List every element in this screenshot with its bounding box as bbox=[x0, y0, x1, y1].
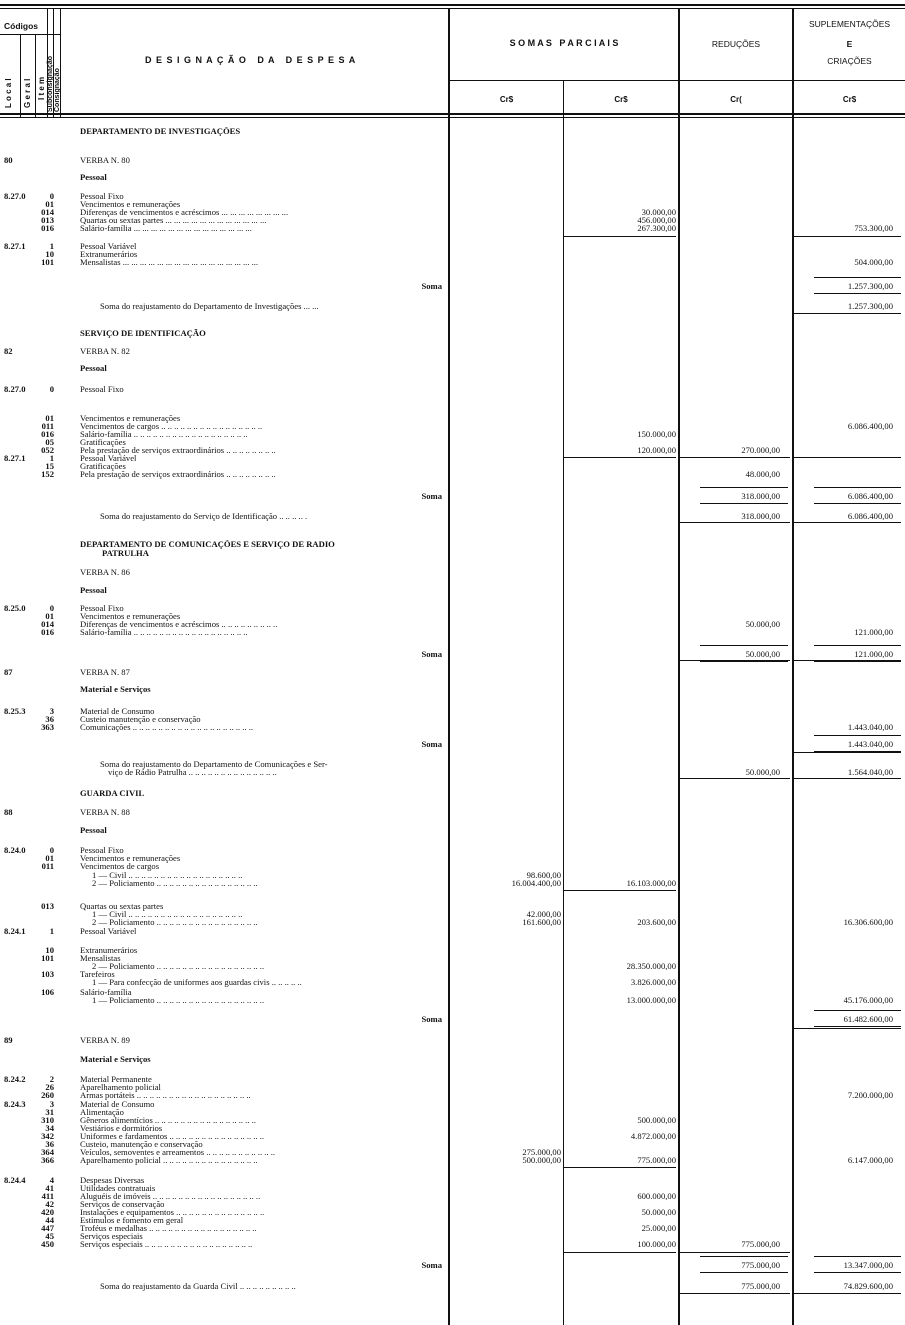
row-soma-label: Soma bbox=[421, 649, 442, 659]
row-code-item: 014 bbox=[41, 207, 54, 217]
sum-rule bbox=[700, 645, 788, 646]
sum-rule bbox=[814, 645, 901, 646]
value-red: 50.000,00 bbox=[745, 767, 780, 777]
sum-rule bbox=[814, 1026, 901, 1027]
row-description: 1 — Civil .. .. .. .. .. .. .. .. .. .. .. .. .. .. .. .. .. .. bbox=[92, 871, 243, 880]
header-bottom-rule-thin bbox=[0, 117, 905, 118]
sum-rule bbox=[564, 1252, 676, 1253]
row-code-local: 8.24.2 bbox=[4, 1075, 26, 1084]
row-code-item: 1 bbox=[49, 453, 54, 463]
sum-rule bbox=[680, 1252, 790, 1253]
row-code-local: 82 bbox=[4, 347, 13, 356]
row-soma-label: Soma bbox=[421, 281, 442, 291]
row-description: Material e Serviços bbox=[80, 1055, 151, 1064]
row-description: DEPARTAMENTO DE COMUNICAÇÕES E SERVIÇO DE RADIO bbox=[80, 540, 335, 549]
row-description: Salário-família ... ... ... ... ... ... ... ... ... ... ... ... ... ... bbox=[80, 224, 252, 233]
row-code-item: 014 bbox=[41, 619, 54, 629]
row-description: Vencimentos e remunerações bbox=[80, 854, 181, 863]
value-red: 50.000,00 bbox=[745, 619, 780, 629]
row-code-item: 0 bbox=[49, 191, 54, 201]
col-divider-reducoes bbox=[678, 8, 680, 1325]
row-description: Salário-família .. .. .. .. .. .. .. .. .. .. .. .. .. .. .. .. .. .. bbox=[80, 430, 248, 439]
sum-rule bbox=[814, 735, 901, 736]
row-description: Vencimentos de cargos .. .. .. .. .. .. .. .. .. .. .. .. .. .. .. .. bbox=[80, 422, 263, 431]
row-code-item: 450 bbox=[41, 1239, 54, 1249]
row-description: Pessoal Fixo bbox=[80, 604, 124, 613]
code-col-consignacao: Consignação bbox=[54, 68, 61, 112]
row-code-item: 36 bbox=[45, 1139, 54, 1149]
code-col-geral: G e r a l bbox=[23, 78, 32, 108]
row-description: Vencimentos de cargos bbox=[80, 862, 160, 871]
row-code-item: 013 bbox=[41, 901, 54, 911]
criacoes-header: CRIAÇÕES bbox=[827, 56, 872, 66]
row-description: Comunicações .. .. .. .. .. .. .. .. .. .. .. .. .. .. .. .. .. .. .. bbox=[80, 723, 254, 732]
row-code-item: 366 bbox=[41, 1155, 54, 1165]
sum-rule bbox=[814, 1010, 901, 1011]
row-description: VERBA N. 80 bbox=[80, 156, 130, 165]
value-sup: 753.300,00 bbox=[854, 223, 893, 233]
value-sup: 121.000,00 bbox=[854, 627, 893, 637]
designacao-header: D E S I G N A Ç Ã O D A D E S P E S A bbox=[145, 55, 357, 65]
row-description: Tarefeiros bbox=[80, 970, 115, 979]
sum-rule bbox=[680, 522, 790, 523]
sum-rule bbox=[794, 313, 901, 314]
row-code-item: 411 bbox=[41, 1191, 54, 1201]
row-description: Aluguéis de imóveis .. .. .. .. .. .. .. .. .. .. .. .. .. .. .. .. .. bbox=[80, 1192, 261, 1201]
row-description: Extranumerários bbox=[80, 250, 138, 259]
sum-rule bbox=[700, 661, 788, 662]
value-p2: 3.826.000,00 bbox=[630, 977, 676, 987]
row-code-local: 80 bbox=[4, 156, 13, 165]
sum-rule bbox=[794, 660, 901, 661]
row-code-local: 8.27.0 bbox=[4, 385, 26, 394]
row-description: Estímulos e fomento em geral bbox=[80, 1216, 184, 1225]
row-description: Uniformes e fardamentos .. .. .. .. .. .. .. .. .. .. .. .. .. .. .. bbox=[80, 1132, 265, 1141]
row-description: Quartas ou sextas partes ... ... ... ... ... ... ... ... ... ... ... ... bbox=[80, 216, 267, 225]
row-description: VERBA N. 86 bbox=[80, 568, 130, 577]
col-divider-suplem bbox=[792, 8, 794, 1325]
row-code-item: 3 bbox=[49, 1099, 54, 1109]
e-header: E bbox=[846, 39, 853, 49]
row-soma-label: Soma bbox=[421, 1260, 442, 1270]
row-description: Veículos, semoventes e arreamentos .. .. .. .. .. .. .. .. .. .. .. bbox=[80, 1148, 275, 1157]
value-p2: 28.350.000,00 bbox=[626, 961, 676, 971]
row-code-local: 8.24.1 bbox=[4, 927, 26, 936]
sum-rule bbox=[814, 1256, 901, 1257]
row-description: viço de Rádio Patrulha .. .. .. .. .. .. .. .. .. .. .. .. .. .. bbox=[108, 768, 277, 777]
value-sup: 6.086.400,00 bbox=[847, 421, 893, 431]
row-code-item: 342 bbox=[41, 1131, 54, 1141]
row-description: Material e Serviços bbox=[80, 685, 151, 694]
row-description: Serviços de conservação bbox=[80, 1200, 165, 1209]
row-description: Pessoal Variável bbox=[80, 242, 137, 251]
value-p2: 100.000,00 bbox=[637, 1239, 676, 1249]
row-description: Pela prestação de serviços extraordinários .. .. .. .. .. .. .. .. bbox=[80, 470, 276, 479]
suplementacoes-header: SUPLEMENTAÇÕES bbox=[808, 19, 891, 29]
value-sup: 74.829.600,00 bbox=[843, 1281, 893, 1291]
row-code-item: 016 bbox=[41, 627, 54, 637]
row-description: Pessoal bbox=[80, 173, 107, 182]
sum-rule bbox=[794, 457, 901, 458]
codigos-label: Códigos bbox=[4, 21, 38, 31]
row-code-local: 8.24.0 bbox=[4, 846, 26, 855]
row-description: 2 — Policiamento .. .. .. .. .. .. .. .. .. .. .. .. .. .. .. .. .. bbox=[92, 962, 265, 971]
row-description: 1 — Civil .. .. .. .. .. .. .. .. .. .. .. .. .. .. .. .. .. .. bbox=[92, 910, 243, 919]
row-description: Soma do reajustamento do Departamento de Investigações ... ... bbox=[100, 302, 319, 311]
row-code-item: 011 bbox=[41, 861, 54, 871]
row-description: Vencimentos e remunerações bbox=[80, 414, 181, 423]
row-description: Vencimentos e remunerações bbox=[80, 200, 181, 209]
row-code-item: 101 bbox=[41, 257, 54, 267]
row-code-item: 052 bbox=[41, 445, 54, 455]
row-description: Pessoal Fixo bbox=[80, 192, 124, 201]
row-code-item: 05 bbox=[45, 437, 54, 447]
row-description: 2 — Policiamento .. .. .. .. .. .. .. .. .. .. .. .. .. .. .. .. bbox=[92, 918, 258, 927]
row-description: Gêneros alimentícios .. .. .. .. .. .. .. .. .. .. .. .. .. .. .. .. bbox=[80, 1116, 256, 1125]
row-code-item: 310 bbox=[41, 1115, 54, 1125]
sum-rule bbox=[794, 522, 901, 523]
value-p2: 600.000,00 bbox=[637, 1191, 676, 1201]
row-description: Diferenças de vencimentos e acréscimos ... ... ... ... ... ... ... ... bbox=[80, 208, 289, 217]
row-description: VERBA N. 82 bbox=[80, 347, 130, 356]
row-description: Pessoal Variável bbox=[80, 927, 137, 936]
row-code-item: 3 bbox=[49, 706, 54, 716]
row-code-item: 01 bbox=[45, 853, 54, 863]
value-red: 775.000,00 bbox=[741, 1260, 780, 1270]
row-code-item: 15 bbox=[45, 461, 54, 471]
row-description: Aparelhamento policial bbox=[80, 1083, 161, 1092]
sum-rule bbox=[814, 503, 901, 504]
sum-rule bbox=[814, 277, 901, 278]
value-sup: 6.086.400,00 bbox=[847, 491, 893, 501]
value-sup: 121.000,00 bbox=[854, 649, 893, 659]
row-description: VERBA N. 88 bbox=[80, 808, 130, 817]
value-p2: 50.000,00 bbox=[641, 1207, 676, 1217]
row-code-item: 0 bbox=[49, 384, 54, 394]
row-code-item: 016 bbox=[41, 429, 54, 439]
row-code-item: 01 bbox=[45, 199, 54, 209]
row-description: Soma do reajustamento da Guarda Civil .. .. .. .. .. .. .. .. .. bbox=[100, 1282, 296, 1291]
row-code-item: 42 bbox=[45, 1199, 54, 1209]
somas-parciais-header: S O M A S P A R C I A I S bbox=[509, 38, 619, 48]
value-p2: 30.000,00 bbox=[641, 207, 676, 217]
row-description: Vestiários e dormitórios bbox=[80, 1124, 163, 1133]
value-p1: 500.000,00 bbox=[522, 1155, 561, 1165]
row-code-local: 8.24.4 bbox=[4, 1176, 26, 1185]
value-p2: 456.000,00 bbox=[637, 215, 676, 225]
row-code-local: 8.27.1 bbox=[4, 454, 26, 463]
sum-rule bbox=[680, 778, 790, 779]
col-divider-code1 bbox=[20, 34, 21, 118]
row-code-item: 106 bbox=[41, 987, 54, 997]
row-description: Instalações e equipamentos .. .. .. .. .. .. .. .. .. .. .. .. .. .. bbox=[80, 1208, 265, 1217]
sum-rule bbox=[564, 457, 676, 458]
value-red: 48.000,00 bbox=[745, 469, 780, 479]
value-p1: 275.000,00 bbox=[522, 1147, 561, 1157]
value-sup: 6.086.400,00 bbox=[847, 511, 893, 521]
value-p1: 98.600,00 bbox=[526, 870, 561, 880]
value-p2: 500.000,00 bbox=[637, 1115, 676, 1125]
sum-rule bbox=[794, 752, 901, 753]
value-p2: 4.872.000,00 bbox=[630, 1131, 676, 1141]
sum-rule bbox=[700, 1256, 788, 1257]
row-description: Custeio manutenção e conservação bbox=[80, 715, 201, 724]
row-code-item: 011 bbox=[41, 421, 54, 431]
value-p1: 161.600,00 bbox=[522, 917, 561, 927]
currency-red: Cr( bbox=[730, 95, 742, 104]
row-soma-label: Soma bbox=[421, 491, 442, 501]
row-description: 1 — Policiamento .. .. .. .. .. .. .. .. .. .. .. .. .. .. .. .. .. bbox=[92, 996, 265, 1005]
value-sup: 1.564.040,00 bbox=[847, 767, 893, 777]
row-code-item: 152 bbox=[41, 469, 54, 479]
row-code-item: 363 bbox=[41, 722, 54, 732]
code-col-subconsignacao: Subconsignação bbox=[47, 55, 54, 112]
row-code-item: 447 bbox=[41, 1223, 54, 1233]
row-soma-label: Soma bbox=[421, 1014, 442, 1024]
sum-rule bbox=[700, 503, 788, 504]
sum-rule bbox=[814, 1272, 901, 1273]
row-description: DEPARTAMENTO DE INVESTIGAÇÕES bbox=[80, 127, 241, 136]
row-description: PATRULHA bbox=[102, 549, 149, 558]
currency-p1: Cr$ bbox=[499, 95, 514, 104]
row-description: 2 — Policiamento .. .. .. .. .. .. .. .. .. .. .. .. .. .. .. .. bbox=[92, 879, 258, 888]
value-sup: 1.257.300,00 bbox=[847, 281, 893, 291]
header-bottom-rule bbox=[0, 113, 905, 115]
code-col-local: L o c a l bbox=[4, 78, 13, 108]
row-code-local: 8.25.3 bbox=[4, 707, 26, 716]
value-sup: 16.306.600,00 bbox=[843, 917, 893, 927]
sum-rule bbox=[680, 660, 790, 661]
row-description: Alimentação bbox=[80, 1108, 124, 1117]
row-code-item: 420 bbox=[41, 1207, 54, 1217]
row-description: SERVIÇO DE IDENTIFICAÇÃO bbox=[80, 329, 206, 338]
row-code-local: 89 bbox=[4, 1036, 13, 1045]
value-red: 318.000,00 bbox=[741, 511, 780, 521]
row-description: Salário-família .. .. .. .. .. .. .. .. .. .. .. .. .. .. .. .. .. .. bbox=[80, 628, 248, 637]
row-description: Troféus e medalhas .. .. .. .. .. .. .. .. .. .. .. .. .. .. .. .. .. bbox=[80, 1224, 257, 1233]
row-code-local: 88 bbox=[4, 808, 13, 817]
row-code-item: 364 bbox=[41, 1147, 54, 1157]
sum-rule bbox=[700, 1272, 788, 1273]
value-red: 775.000,00 bbox=[741, 1239, 780, 1249]
value-sup: 6.147.000,00 bbox=[847, 1155, 893, 1165]
value-p2: 775.000,00 bbox=[637, 1155, 676, 1165]
row-description: Soma do reajustamento do Serviço de Identificação .. .. .. .. . bbox=[100, 512, 308, 521]
row-code-item: 45 bbox=[45, 1231, 54, 1241]
value-p2: 150.000,00 bbox=[637, 429, 676, 439]
value-red: 270.000,00 bbox=[741, 445, 780, 455]
row-code-item: 44 bbox=[45, 1215, 54, 1225]
sum-rule bbox=[680, 1293, 790, 1294]
row-code-item: 10 bbox=[45, 249, 54, 259]
row-description: 1 — Para confecção de uniformes aos guardas civis .. .. .. .. .. bbox=[92, 978, 302, 987]
row-code-item: 10 bbox=[45, 945, 54, 955]
row-code-item: 41 bbox=[45, 1183, 54, 1193]
value-sup: 7.200.000,00 bbox=[847, 1090, 893, 1100]
value-p2: 16.103.000,00 bbox=[626, 878, 676, 888]
row-description: Soma do reajustamento do Departamento de Comunicações e Ser- bbox=[100, 760, 328, 769]
col-divider-code2 bbox=[35, 34, 36, 118]
value-sup: 45.176.000,00 bbox=[843, 995, 893, 1005]
currency-sup: Cr$ bbox=[842, 95, 857, 104]
row-description: Pessoal bbox=[80, 826, 107, 835]
col-divider-desc bbox=[448, 8, 450, 1325]
row-description: VERBA N. 89 bbox=[80, 1036, 130, 1045]
row-description: Vencimentos e remunerações bbox=[80, 612, 181, 621]
value-p1: 42.000,00 bbox=[526, 909, 561, 919]
row-code-item: 1 bbox=[49, 926, 54, 936]
row-description: Pessoal bbox=[80, 586, 107, 595]
sum-rule bbox=[794, 1293, 901, 1294]
top-rule-thin bbox=[0, 8, 905, 9]
row-code-item: 26 bbox=[45, 1082, 54, 1092]
row-description: Armas portáteis .. .. .. .. .. .. .. .. .. .. .. .. .. .. .. .. .. .. bbox=[80, 1091, 251, 1100]
sum-rule bbox=[564, 1167, 676, 1168]
value-red: 775.000,00 bbox=[741, 1281, 780, 1291]
value-p2: 25.000,00 bbox=[641, 1223, 676, 1233]
row-code-local: 8.27.0 bbox=[4, 192, 26, 201]
row-description: Pessoal Fixo bbox=[80, 385, 124, 394]
row-code-item: 101 bbox=[41, 953, 54, 963]
row-description: Pessoal Fixo bbox=[80, 846, 124, 855]
value-p2: 203.600,00 bbox=[637, 917, 676, 927]
value-sup: 1.443.040,00 bbox=[847, 722, 893, 732]
value-p1: 16.004.400,00 bbox=[511, 878, 561, 888]
sum-rule bbox=[794, 236, 901, 237]
row-code-local: 8.27.1 bbox=[4, 242, 26, 251]
row-description: Despesas Diversas bbox=[80, 1176, 145, 1185]
value-p2: 13.000.000,00 bbox=[626, 995, 676, 1005]
row-description: Custeio, manutenção e conservação bbox=[80, 1140, 203, 1149]
row-description: Extranumerários bbox=[80, 946, 138, 955]
row-description: Gratificações bbox=[80, 462, 126, 471]
row-code-item: 013 bbox=[41, 215, 54, 225]
row-code-item: 01 bbox=[45, 611, 54, 621]
row-code-local: 8.24.3 bbox=[4, 1100, 26, 1109]
value-p2: 267.300,00 bbox=[637, 223, 676, 233]
row-description: Pessoal bbox=[80, 364, 107, 373]
value-sup: 504.000,00 bbox=[854, 257, 893, 267]
row-code-item: 0 bbox=[49, 603, 54, 613]
row-description: Material de Consumo bbox=[80, 707, 155, 716]
row-description: Utilidades contratuais bbox=[80, 1184, 156, 1193]
subheader-rule bbox=[448, 80, 905, 81]
value-sup: 61.482.600,00 bbox=[843, 1014, 893, 1024]
row-code-item: 2 bbox=[49, 1074, 54, 1084]
row-code-item: 0 bbox=[49, 845, 54, 855]
row-description: Material de Consumo bbox=[80, 1100, 155, 1109]
sum-rule bbox=[814, 661, 901, 662]
row-code-item: 260 bbox=[41, 1090, 54, 1100]
row-description: Serviços especiais .. .. .. .. .. .. .. .. .. .. .. .. .. .. .. .. .. bbox=[80, 1240, 253, 1249]
row-code-local: 87 bbox=[4, 668, 13, 677]
row-description: Quartas ou sextas partes bbox=[80, 902, 164, 911]
sum-rule bbox=[814, 487, 901, 488]
value-red: 50.000,00 bbox=[745, 649, 780, 659]
row-code-local: 8.25.0 bbox=[4, 604, 26, 613]
row-code-item: 36 bbox=[45, 714, 54, 724]
row-code-item: 34 bbox=[45, 1123, 54, 1133]
sum-rule bbox=[564, 236, 676, 237]
row-code-item: 31 bbox=[45, 1107, 54, 1117]
row-code-item: 1 bbox=[49, 241, 54, 251]
row-description: VERBA N. 87 bbox=[80, 668, 130, 677]
row-code-item: 01 bbox=[45, 413, 54, 423]
value-sup: 13.347.000,00 bbox=[843, 1260, 893, 1270]
row-description: Aparelhamento policial .. .. .. .. .. .. .. .. .. .. .. .. .. .. .. bbox=[80, 1156, 258, 1165]
sum-rule bbox=[794, 1028, 901, 1029]
row-code-item: 016 bbox=[41, 223, 54, 233]
value-sup: 1.257.300,00 bbox=[847, 301, 893, 311]
codes-rule bbox=[0, 34, 60, 35]
currency-p2: Cr$ bbox=[614, 95, 628, 104]
reducoes-header: REDUÇÕES bbox=[711, 39, 761, 49]
row-description: Gratificações bbox=[80, 438, 126, 447]
sum-rule bbox=[564, 890, 676, 891]
value-sup: 1.443.040,00 bbox=[847, 739, 893, 749]
row-description: Diferenças de vencimentos e acréscimos .. .. .. .. .. .. .. .. .. bbox=[80, 620, 278, 629]
row-description: GUARDA CIVIL bbox=[80, 789, 145, 798]
row-description: Mensalistas bbox=[80, 954, 121, 963]
row-description: Pessoal Variável bbox=[80, 454, 137, 463]
sum-rule bbox=[814, 293, 901, 294]
code-col-item: I t e m bbox=[37, 76, 46, 100]
row-description: Pela prestação de serviços extraordinários .. .. .. .. .. .. .. .. bbox=[80, 446, 276, 455]
row-description: Material Permanente bbox=[80, 1075, 152, 1084]
row-description: Serviços especiais bbox=[80, 1232, 143, 1241]
sum-rule bbox=[700, 487, 788, 488]
value-p2: 120.000,00 bbox=[637, 445, 676, 455]
row-code-item: 4 bbox=[49, 1175, 54, 1185]
row-soma-label: Soma bbox=[421, 739, 442, 749]
top-rule bbox=[0, 4, 905, 6]
sum-rule bbox=[680, 457, 790, 458]
value-red: 318.000,00 bbox=[741, 491, 780, 501]
sum-rule bbox=[794, 778, 901, 779]
row-description: Salário-família bbox=[80, 988, 132, 997]
row-description: Mensalistas ... ... ... ... ... ... ... ... ... ... ... ... ... ... ... ... bbox=[80, 258, 259, 267]
row-code-item: 103 bbox=[41, 969, 54, 979]
